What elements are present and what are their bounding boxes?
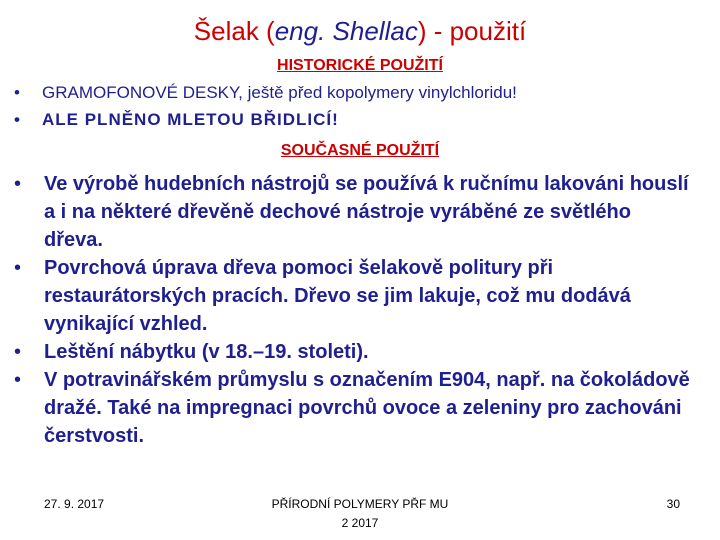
footer-date: 27. 9. 2017 <box>44 497 105 511</box>
historic-item-text: GRAMOFONOVÉ DESKY, ještě před kopolymery vinylchloridu! <box>42 83 517 102</box>
list-item <box>14 338 694 366</box>
list-item-text: Povrchová úprava dřeva pomoci šelakově politury při restaurátorských pracích. Dřevo se jim lakuje, což mu dodává vynikající vzhled. <box>44 257 631 335</box>
bullet-icon: • <box>14 173 22 195</box>
title-prefix: Šelak ( <box>193 16 275 46</box>
bullet-icon: • <box>14 369 22 391</box>
list-item-text: V potravinářském průmyslu s označením E904, např. na čokoládově dražé. Také na impregnaci povrchů ovoce a zeleniny pro zachováni čerstvosti. <box>44 369 690 447</box>
footer-center <box>250 495 470 533</box>
list-item <box>14 366 694 450</box>
page-number: 30 <box>666 497 680 511</box>
historic-item <box>14 110 339 130</box>
list-item-text: Leštění nábytku (v 18.–19. stoleti). <box>44 341 369 363</box>
historic-heading: HISTORICKÉ POUŽITÍ <box>277 57 443 74</box>
historic-item-text: ALE PLNĚNO MLETOU BŘIDLICÍ! <box>42 110 339 129</box>
list-item <box>14 170 694 254</box>
list-item <box>14 254 694 338</box>
title-english: eng. Shellac <box>274 16 418 46</box>
bullet-icon: • <box>14 257 22 279</box>
list-item-text: Ve výrobě hudebních nástrojů se používá k ručnímu lakováni houslí a i na některé dřevěně dechové nástroje vyráběné ze světlého dřeva. <box>44 173 689 251</box>
footer-course: PŘÍRODNÍ POLYMERY PŘF MU <box>271 497 449 511</box>
bullet-icon: • <box>14 83 20 102</box>
current-heading: SOUČASNÉ POUŽITÍ <box>280 142 440 159</box>
bullet-icon: • <box>14 110 21 129</box>
current-uses-list <box>14 170 694 450</box>
slide-title <box>0 16 720 47</box>
bullet-icon: • <box>14 341 22 363</box>
historic-item <box>14 83 517 103</box>
footer-course-code: 2 2017 <box>341 516 379 530</box>
title-suffix: ) - použití <box>417 16 527 46</box>
